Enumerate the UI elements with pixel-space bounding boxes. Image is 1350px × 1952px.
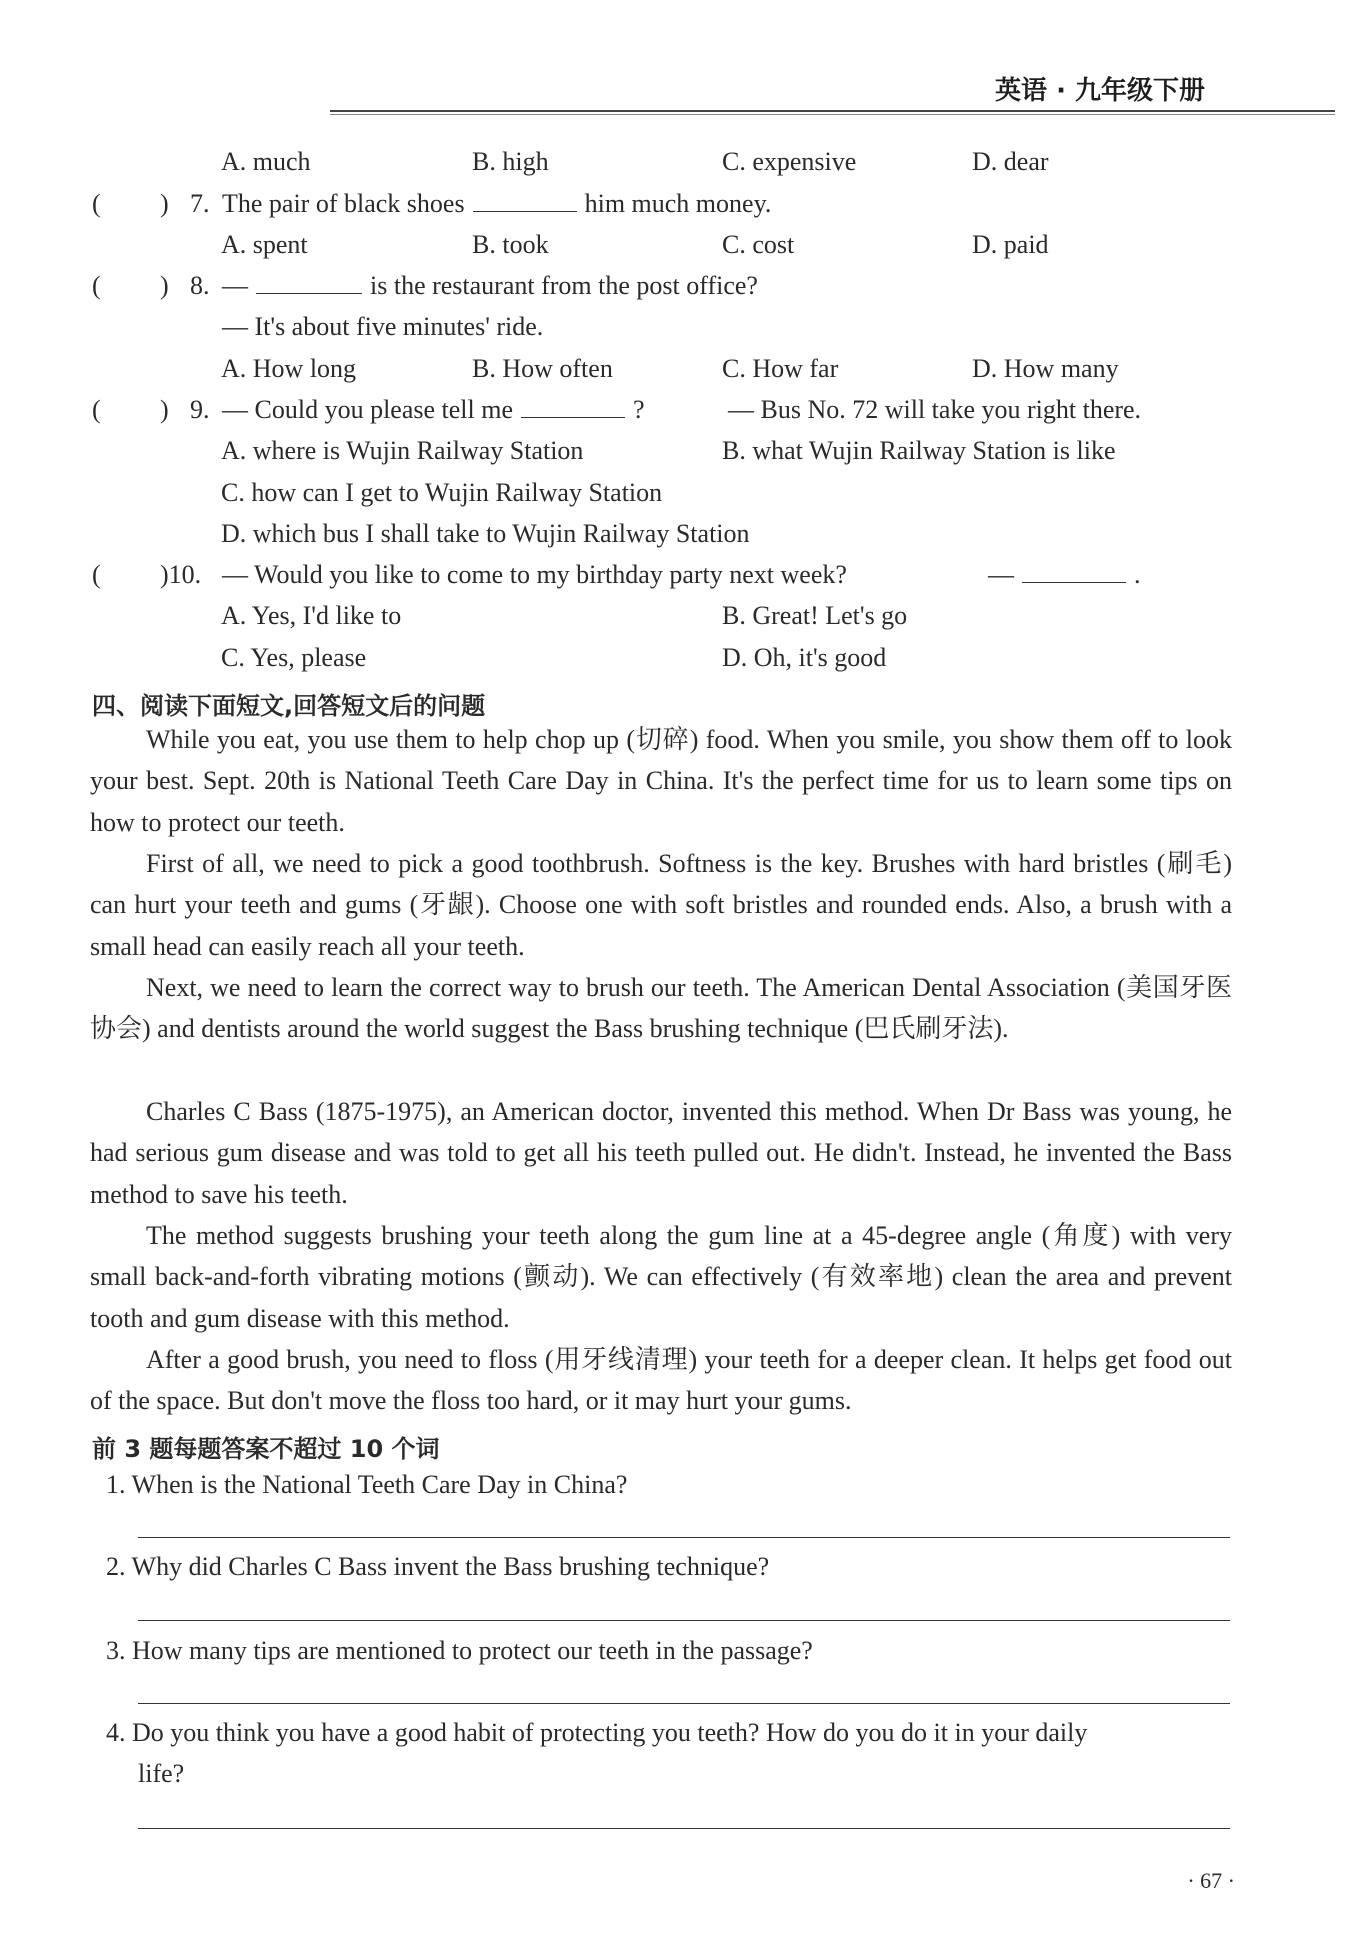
q7-option-d: D. paid	[972, 230, 1049, 259]
q9-option-d: D. which bus I shall take to Wujin Railway Station	[221, 519, 750, 548]
q9-blank	[521, 395, 625, 418]
q10-blank	[1022, 560, 1126, 583]
q8-blank	[256, 271, 362, 294]
q10-option-d: D. Oh, it's good	[722, 643, 887, 672]
q6-option-c: C. expensive	[722, 147, 857, 176]
reading-question-3: 3. How many tips are mentioned to protect our teeth in the passage?	[106, 1636, 813, 1665]
q9-option-b: B. what Wujin Railway Station is like	[722, 436, 1116, 465]
q8-answer-paren-open: (	[92, 271, 101, 300]
q10-reply	[988, 560, 1141, 590]
q7-number: 7.	[190, 189, 210, 218]
header-rule-thin	[330, 114, 1335, 115]
q9-answer-paren-open: (	[92, 395, 101, 424]
passage-paragraph: While you eat, you use them to help chop up (切碎) food. When you smile, you show them off to look your best. Sept. 20th is National Teeth Care Day in China. It's the perfect time for us to learn some tips on how to protect our teeth.	[90, 725, 1232, 837]
q8-option-b: B. How often	[472, 354, 613, 383]
passage-paragraph: First of all, we need to pick a good toothbrush. Softness is the key. Brushes with hard bristles (刷毛) can hurt your teeth and gums (牙龈). Choose one with soft bristles and rounded ends. Also, a brush with a small head can easily reach all your teeth.	[90, 849, 1233, 961]
q9-reply: — Bus No. 72 will take you right there.	[728, 395, 1142, 424]
q8-stem-after: is the restaurant from the post office?	[370, 271, 758, 300]
q10-reply-after: .	[1134, 560, 1141, 589]
q7-blank	[473, 189, 577, 212]
q9-number: 9.	[190, 395, 210, 424]
q7-stem-after: him much money.	[584, 189, 772, 218]
q10-answer-paren-open: (	[92, 560, 101, 589]
q10-option-a: A. Yes, I'd like to	[221, 601, 402, 630]
q10-number: )10.	[160, 560, 202, 589]
page-header-title: 英语 · 九年级下册	[995, 76, 1205, 106]
q6-option-b: B. high	[472, 147, 549, 176]
q8-stem-before: —	[222, 271, 248, 300]
q8-option-c: C. How far	[722, 354, 839, 383]
reading-question-4: 4. Do you think you have a good habit of protecting you teeth? How do you do it in your daily	[106, 1718, 1088, 1747]
q7-stem-before: The pair of black shoes	[222, 189, 465, 218]
passage-paragraph: Charles C Bass (1875-1975), an American doctor, invented this method. When Dr Bass was young, he had serious gum disease and was told to get all his teeth pulled out. He didn't. Instead, he invented the Bass method to save his teeth.	[90, 1097, 1232, 1209]
q7-option-c: C. cost	[722, 230, 795, 259]
q10-option-b: B. Great! Let's go	[722, 601, 908, 630]
q6-option-d: D. dear	[972, 147, 1049, 176]
q8-option-d: D. How many	[972, 354, 1119, 383]
q7-option-b: B. took	[472, 230, 549, 259]
q9-stem	[222, 395, 645, 425]
answer-line-1[interactable]	[138, 1537, 1230, 1538]
passage-paragraph: After a good brush, you need to floss (用牙线清理) your teeth for a deeper clean. It helps get food out of the space. But don't move the floss too hard, or it may hurt your gums.	[90, 1345, 1232, 1416]
q10-stem: — Would you like to come to my birthday party next week?	[222, 560, 847, 589]
passage-paragraph: The method suggests brushing your teeth along the gum line at a 45-degree angle (角度) with very small back-and-forth vibrating motions (颤动). We can effectively (有效率地) clean the area and prevent tooth and gum disease with this method.	[90, 1221, 1232, 1333]
q8-answer-paren-close: )	[160, 271, 169, 300]
section-4-title: 四、阅读下面短文,回答短文后的问题	[92, 692, 486, 720]
reading-question-4-cont: life?	[138, 1759, 185, 1788]
passage-paragraph: Next, we need to learn the correct way to brush our teeth. The American Dental Association (美国牙医协会) and dentists around the world suggest the Bass brushing technique (巴氏刷牙法).	[90, 973, 1232, 1044]
header-rule	[330, 110, 1335, 112]
q9-option-c: C. how can I get to Wujin Railway Station	[221, 478, 663, 507]
q9-stem-after: ?	[633, 395, 645, 424]
answer-line-2[interactable]	[138, 1620, 1230, 1621]
q6-option-a: A. much	[221, 147, 311, 176]
q10-reply-before: —	[988, 560, 1014, 589]
q8-number: 8.	[190, 271, 210, 300]
reading-question-2: 2. Why did Charles C Bass invent the Bass brushing technique?	[106, 1552, 770, 1581]
q7-answer-paren-close: )	[160, 189, 169, 218]
answer-line-4[interactable]	[138, 1828, 1230, 1829]
questions-instruction: 前 3 题每题答案不超过 10 个词	[92, 1435, 440, 1463]
q7-option-a: A. spent	[221, 230, 308, 259]
q10-option-c: C. Yes, please	[221, 643, 367, 672]
reading-question-1: 1. When is the National Teeth Care Day in China?	[106, 1470, 628, 1499]
q8-stem	[222, 271, 758, 301]
q9-option-a: A. where is Wujin Railway Station	[221, 436, 584, 465]
answer-line-3[interactable]	[138, 1703, 1230, 1704]
page-number: · 67 ·	[1187, 1868, 1235, 1893]
q7-answer-paren-open: (	[92, 189, 101, 218]
q8-reply: — It's about five minutes' ride.	[222, 312, 544, 341]
q9-answer-paren-close: )	[160, 395, 169, 424]
q7-stem	[222, 189, 771, 219]
q8-option-a: A. How long	[221, 354, 357, 383]
q9-stem-before: — Could you please tell me	[222, 395, 514, 424]
